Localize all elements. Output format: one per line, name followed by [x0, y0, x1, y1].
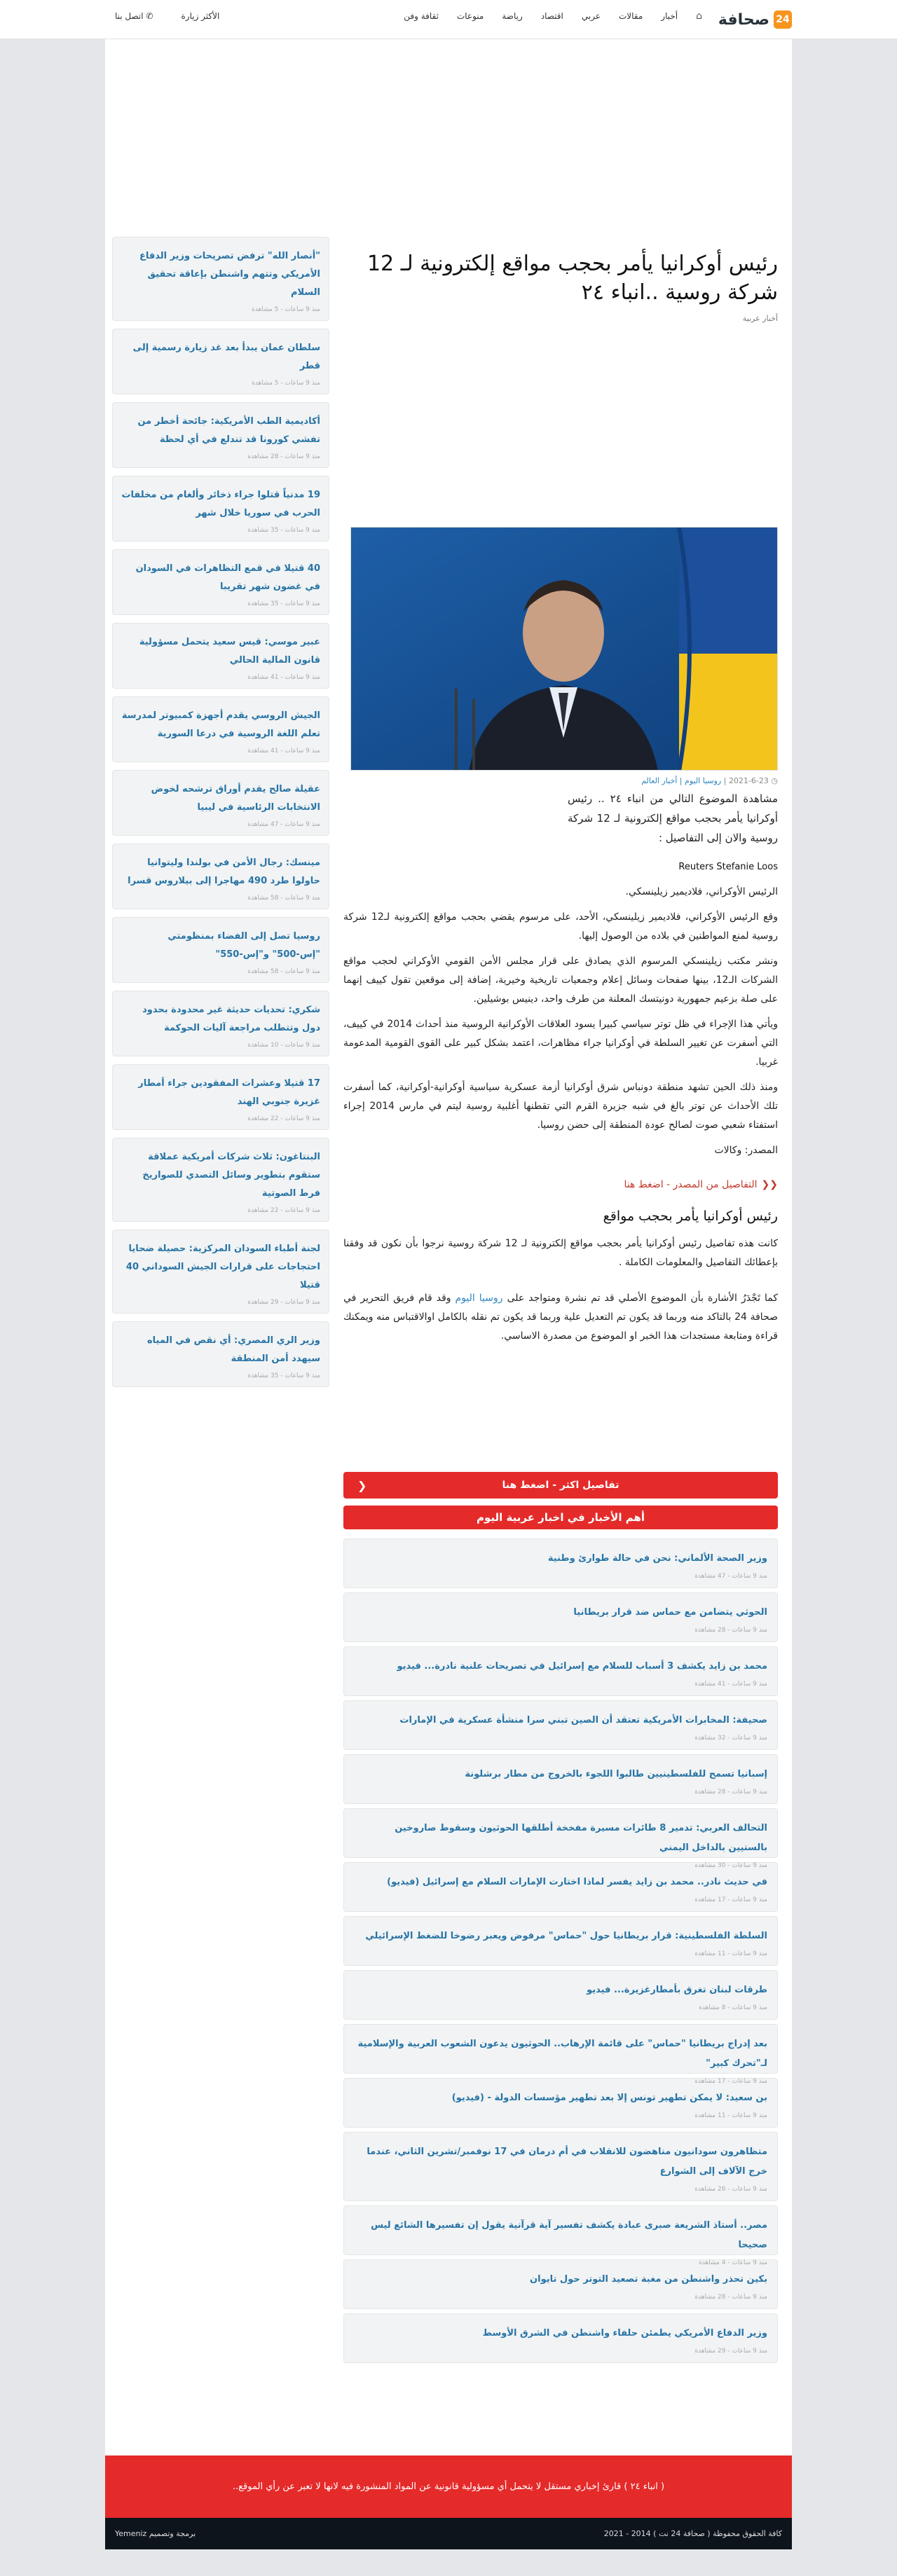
news-card[interactable] — [343, 2024, 778, 2085]
latest-news-list — [343, 1538, 778, 2367]
home-icon[interactable]: ⌂ — [696, 11, 702, 22]
news-card-meta: منذ 9 ساعات - 28 مشاهدة — [694, 1627, 767, 1634]
news-card[interactable] — [343, 1538, 778, 1588]
news-card-meta: منذ 9 ساعات - 41 مشاهدة — [694, 1681, 767, 1688]
news-card-title[interactable]: أكاديمية الطب الأمريكية: جائحة أخطر من تفشي كورونا قد تندلع في أي لحظة — [137, 416, 320, 445]
news-card-title[interactable]: البنتاغون: ثلاث شركات أمريكية عملاقة ستقوم بتطوير وسائل التصدي للصواريخ فرط الصوتية — [142, 1152, 320, 1199]
news-card-title[interactable]: 40 قتيلا في قمع التظاهرات في السودان في غضون شهر تقريبا — [135, 563, 320, 592]
clock-icon: ◷ — [771, 776, 778, 785]
logo-badge: 24 — [774, 11, 792, 29]
nav-item[interactable]: رياضة — [502, 11, 523, 21]
news-card-title[interactable]: وزير الدفاع الأمريكي يطمئن حلفاء واشنطن في الشرق الأوسط — [482, 2328, 767, 2339]
news-card-title[interactable]: شكري: تحديات حديثة غير محدودة بحدود دول وتتطلب مراجعة آليات الحوكمة — [142, 1005, 320, 1033]
most-visited-link[interactable]: الأكثر زيارة — [181, 11, 220, 21]
news-card[interactable] — [112, 329, 329, 394]
news-card[interactable] — [343, 2313, 778, 2363]
news-card-meta: منذ 9 ساعات - 4 مشاهدة — [699, 2259, 767, 2266]
news-card[interactable] — [112, 1064, 329, 1130]
news-card-title[interactable]: روسيا تصل إلى الفضاء بمنظومتي "إس-500" و"إس-550" — [167, 931, 320, 960]
double-chevron-icon: ❮❮ — [761, 1179, 778, 1190]
news-card[interactable] — [112, 1230, 329, 1314]
news-card[interactable] — [343, 2132, 778, 2201]
contact-label: اتصل بنا — [115, 11, 144, 21]
summary-paragraph: كانت هذه تفاصيل رئيس أوكرانيا يأمر بحجب مواقع إلكترونية لـ 12 شركة روسية نرجوا بأن نكون قد وفقنا بإعطائك التفاصيل والمعلومات الكاملة . — [343, 1238, 779, 1268]
news-card-meta: منذ 9 ساعات - 35 مشاهدة — [247, 527, 320, 534]
news-card[interactable] — [343, 1916, 778, 1966]
sub-heading: رئيس أوكرانيا يأمر بحجب مواقع — [603, 1208, 778, 1224]
news-card-title[interactable]: عبير موسي: قيس سعيد يتحمل مسؤولية قانون المالية الحالي — [139, 637, 320, 666]
news-card-title[interactable]: الجيش الروسي يقدم أجهزة كمبيوتر لمدرسة تعلم اللغة الروسية في درعا السورية — [121, 710, 320, 739]
site-logo[interactable] — [718, 8, 792, 31]
news-card[interactable] — [343, 1592, 778, 1642]
news-card[interactable] — [112, 402, 329, 468]
credit-text-end: وقد قام فريق التحرير في صحافة 24 بالتاكد منه وربما قد يكون تم التعديل علية وربما قد يكون تم نقله بالكامل اوالاقتباس منه ويمكنك قراءة ومتابعة مستجدات هذا الخبر او الموضوع من مصدرة الاساسي. — [343, 1293, 779, 1342]
page-container — [105, 39, 792, 2456]
news-card[interactable] — [112, 476, 329, 542]
news-card-meta: منذ 9 ساعات - 17 مشاهدة — [694, 1896, 767, 1903]
image-credit: Reuters Stefanie Loos — [678, 862, 778, 872]
news-card-title[interactable]: بن سعيد: لا يمكن تطهير تونس إلا بعد تطهير مؤسسات الدولة - (فيديو) — [451, 2093, 767, 2103]
news-card-title[interactable]: إسبانيا تسمح للفلسطينيين طالبوا اللجوء بالخروج من مطار برشلونة — [465, 1769, 767, 1779]
news-card[interactable] — [112, 549, 329, 615]
news-card[interactable] — [343, 1862, 778, 1912]
article-body — [343, 789, 778, 1352]
news-card-title[interactable]: مينسك: رجال الأمن في بولندا وليتوانيا حاولوا طرد 490 مهاجرا إلى بيلاروس قسرا — [128, 857, 320, 886]
news-card-meta: منذ 9 ساعات - 35 مشاهدة — [247, 1372, 320, 1379]
news-card-meta: منذ 9 ساعات - 30 مشاهدة — [694, 1862, 767, 1869]
news-card[interactable] — [112, 770, 329, 836]
article-lead: مشاهدة الموضوع التالي من انباء ٢٤ .. رئيس أوكرانيا يأمر بحجب مواقع إلكترونية لـ 12 شركة روسية والان إلى التفاصيل : — [568, 792, 779, 844]
news-card-title[interactable]: بعد إدراج بريطانيا "حماس" على قائمة الإرهاب.. الحوثيون يدعون الشعوب العربية والإسلامية لـ"تحرك كبير" — [357, 2039, 767, 2069]
news-card-meta: منذ 9 ساعات - 5 مشاهدة — [252, 380, 320, 387]
news-card-title[interactable]: 17 قتيلا وعشرات المفقودين جراء أمطار غزيرة جنوبي الهند — [138, 1078, 320, 1107]
news-card-title[interactable]: التحالف العربي: تدمير 8 طائرات مسيرة مفخخة أطلقها الحوثيون وسقوط صاروخين بالستيين بالداخل اليمني — [395, 1823, 767, 1853]
news-card[interactable] — [343, 1646, 778, 1696]
news-card-title[interactable]: طرقات لبنان تغرق بأمطارغزيرة... فيديو — [587, 1985, 767, 1995]
header-links — [115, 0, 219, 32]
news-card-meta: منذ 9 ساعات - 28 مشاهدة — [247, 453, 320, 460]
article-paragraph: ومنذ ذلك الحين تشهد منطقة دونباس شرق أوكرانيا أزمة عسكرية سياسية أوكرانية-أوكرانية، كما أسفرت تلك الأحداث عن توتر بالغ في شبه جزيرة القرم التي تقطنها أغلبية روسية ليتم في مارس 2014 إجراء استفتاء شعبي صوت لصالح عودة المنطقة إلى حضن روسيا. — [343, 1082, 778, 1131]
news-card[interactable] — [343, 1700, 778, 1750]
news-card-title[interactable]: 19 مدنياً قتلوا جراء ذخائر وألغام من مخلفات الحرب في سوريا خلال شهر — [121, 490, 320, 518]
news-card-meta: منذ 9 ساعات - 29 مشاهدة — [247, 1299, 320, 1306]
article-paragraph: الرئيس الأوكراني، فلاديمير زيلينسكي. — [625, 886, 778, 897]
design-credit[interactable]: برمجة وتصميم Yemeniz — [115, 2529, 196, 2538]
news-card[interactable] — [112, 623, 329, 689]
news-card[interactable] — [343, 2259, 778, 2309]
news-card-meta: منذ 9 ساعات - 47 مشاهدة — [247, 821, 320, 828]
source-link[interactable] — [343, 1176, 778, 1194]
logo-name: صحافة — [718, 11, 769, 29]
news-card-meta: منذ 9 ساعات - 11 مشاهدة — [694, 2112, 767, 2119]
news-card-meta: منذ 9 ساعات - 41 مشاهدة — [247, 748, 320, 755]
credit-text-start: كما تَجْدَرُ الأشارة بأن الموضوع الأصلي قد تم نشرة ومتواجد على — [507, 1293, 778, 1304]
article-title: رئيس أوكرانيا يأمر بحجب مواقع إلكترونية لـ 12 شركة روسية ..انباء ٢٤ — [367, 252, 778, 305]
article-image — [350, 527, 778, 771]
footer-notice: ( انباء ٢٤ ) قارئ إخباري مستقل لا يتحمل أي مسؤولية قانونية عن المواد المنشورة فيه لانها لا تعبر عن رأي الموقع.. — [105, 2456, 792, 2518]
news-card-title[interactable]: في حديث نادر.. محمد بن زايد يفسر لماذا اختارت الإمارات السلام مع إسرائيل (فيديو) — [387, 1877, 767, 1887]
news-card-meta: منذ 9 ساعات - 41 مشاهدة — [247, 674, 320, 681]
news-card-meta: منذ 9 ساعات - 22 مشاهدة — [247, 1115, 320, 1122]
source-link-label: التفاصيل من المصدر - اضغط هنا — [624, 1179, 758, 1190]
nav-item[interactable]: منوعات — [456, 11, 484, 21]
latest-news-heading: أهم الأخبار في اخبار عربية اليوم — [343, 1506, 778, 1529]
article-paragraph: ونشر مكتب زيلينسكي المرسوم الذي يصادق على قرار مجلس الأمن القومي الأوكراني لحجب مواقع الشركات الـ12، بينها صفحات وسائل إعلام وجمعيات تاريخية وخيرية، إضافة إلى موقعين تقول كييف إنهما على صلة بزعيم جمهورية دونيتسك المعلنة من طرف واحد، دينيس بوشيلين. — [343, 956, 779, 1005]
news-card[interactable] — [112, 1138, 329, 1222]
site-header — [0, 0, 897, 39]
nav-item[interactable]: مقالات — [618, 11, 643, 21]
chevron-left-icon: ❮ — [357, 1478, 367, 1492]
credit-paragraph — [343, 1289, 778, 1346]
news-card[interactable] — [343, 2078, 778, 2128]
source-line: المصدر: وكالات — [714, 1145, 778, 1156]
news-card-meta: منذ 9 ساعات - 22 مشاهدة — [247, 1207, 320, 1214]
news-card-title[interactable]: بكين تحذر واشنطن من مغبة تصعيد التوتر حول تايوان — [530, 2274, 767, 2285]
news-card[interactable] — [112, 1321, 329, 1387]
news-card[interactable] — [112, 991, 329, 1056]
original-source-link[interactable]: روسيا اليوم — [455, 1293, 503, 1304]
news-card-meta: منذ 9 ساعات - 11 مشاهدة — [694, 1950, 767, 1957]
news-card-title[interactable]: مصر.. أستاذ الشريعة صبرى عبادة يكشف تفسير آية قرآنية يقول إن تفسيرها الشائع ليس صحيحا — [371, 2220, 767, 2250]
news-card-meta: منذ 9 ساعات - 17 مشاهدة — [694, 2078, 767, 2085]
news-card-meta: منذ 9 ساعات - 32 مشاهدة — [694, 1735, 767, 1742]
news-card-meta: منذ 9 ساعات - 35 مشاهدة — [247, 600, 320, 607]
sidebar — [112, 237, 329, 1395]
news-card-title[interactable]: محمد بن زايد يكشف 3 أسباب للسلام مع إسرائيل في تصريحات علنية نادرة... فيديو — [397, 1661, 767, 1672]
news-card-title[interactable]: لجنة أطباء السودان المركزية: حصيلة ضحايا احتجاجات على قرارات الجيش السوداني 40 قتيلا — [125, 1244, 320, 1290]
news-card[interactable] — [112, 696, 329, 762]
article-categories[interactable]: روسيا اليوم | أخبار العالم — [641, 776, 722, 785]
article-paragraph: وقع الرئيس الأوكراني، فلاديمير زيلينسكي، الأحد، على مرسوم يقضي بحجب مواقع إلكترونية لـ12 شركة روسية لمنع المواطنين في بلاده من الوصول إليها. — [343, 911, 779, 942]
more-details-button[interactable] — [343, 1472, 778, 1499]
nav-item[interactable]: ثقافة وفن — [404, 11, 439, 21]
contact-link[interactable] — [115, 11, 153, 21]
news-card-meta: منذ 9 ساعات - 10 مشاهدة — [247, 1042, 320, 1049]
news-card-title[interactable]: الحوثي يتضامن مع حماس ضد قرار بريطانيا — [573, 1607, 767, 1618]
news-card-meta: منذ 9 ساعات - 58 مشاهدة — [247, 895, 320, 902]
footer-bar — [105, 2518, 792, 2549]
news-card-meta: منذ 9 ساعات - 26 مشاهدة — [694, 2186, 767, 2193]
news-card[interactable] — [112, 843, 329, 909]
news-card-meta: منذ 9 ساعات - 28 مشاهدة — [694, 2294, 767, 2301]
news-card-title[interactable]: متظاهرون سودانيون مناهضون للانقلاب في أم درمان في 17 نوفمبر/تشرين الثاني، عندما خرج الآلاف إلى الشوارع — [367, 2147, 767, 2177]
news-card-title[interactable]: "أنصار الله" ترفض تصريحات وزير الدفاع الأمريكي وتتهم واشنطن بإعاقة تحقيق السلام — [139, 251, 320, 298]
news-card[interactable] — [112, 237, 329, 321]
nav-item[interactable]: عربي — [581, 11, 601, 21]
phone-icon: ✆ — [143, 11, 153, 21]
news-card-title[interactable]: وزير الري المصري: أي نقص في المياه سيهدد أمن المنطقة — [146, 1335, 320, 1364]
nav-item[interactable]: أخبار — [661, 11, 678, 21]
news-card-meta: منذ 9 ساعات - 5 مشاهدة — [252, 306, 320, 313]
news-card-title[interactable]: السلطة الفلسطينية: قرار بريطانيا حول "حماس" مرفوض ويعبر رضوخا للضغط الإسرائيلي — [365, 1931, 767, 1941]
article-meta: ◷ 2021-6-23 | روسيا اليوم | أخبار العالم — [641, 776, 778, 785]
news-card[interactable] — [343, 1754, 778, 1804]
news-card[interactable] — [343, 1970, 778, 2020]
more-details-label: تفاصيل اكثر - اضغط هنا — [502, 1480, 619, 1491]
copyright: كافة الحقوق محفوظة ( صحافة 24 نت ) 2014 - 2021 — [603, 2529, 782, 2538]
news-card-title[interactable]: وزير الصحة الألماني: نحن في حالة طوارئ وطنية — [547, 1553, 767, 1564]
article-paragraph: ويأتي هذا الإجراء في ظل توتر سياسي كبيرا يسود العلاقات الأوكرانية الروسية منذ أحداث 2014 في كييف، التي أسفرت عن تغيير السلطة في أوكرانيا جراء مظاهرات، اعتمد بشكل كبير على القوى القومية المدعومة غربيا. — [343, 1019, 778, 1068]
article-date: 2021-6-23 — [728, 776, 769, 785]
news-card[interactable] — [112, 917, 329, 983]
news-card-title[interactable]: عقيلة صالح يقدم أوراق ترشحه لخوض الانتخابات الرئاسية في ليبيا — [151, 784, 320, 813]
nav-item[interactable]: اقتصاد — [540, 11, 563, 21]
news-card[interactable] — [343, 2205, 778, 2266]
breadcrumb[interactable]: أخبار عربية — [742, 314, 778, 323]
news-card-meta: منذ 9 ساعات - 47 مشاهدة — [694, 1573, 767, 1580]
news-card-meta: منذ 9 ساعات - 58 مشاهدة — [247, 968, 320, 975]
news-card-meta: منذ 9 ساعات - 8 مشاهدة — [699, 2004, 767, 2011]
main-nav — [404, 0, 702, 32]
news-card-title[interactable]: صحيفة: المخابرات الأمريكية تعتقد أن الصين تبني سرا منشأة عسكرية في الإمارات — [399, 1715, 767, 1726]
news-card-title[interactable]: سلطان عمان يبدأ بعد غد زيارة رسمية إلى قطر — [132, 343, 320, 371]
news-card-meta: منذ 9 ساعات - 29 مشاهدة — [694, 2348, 767, 2355]
news-card[interactable] — [343, 1808, 778, 1869]
news-card-meta: منذ 9 ساعات - 28 مشاهدة — [694, 1789, 767, 1796]
